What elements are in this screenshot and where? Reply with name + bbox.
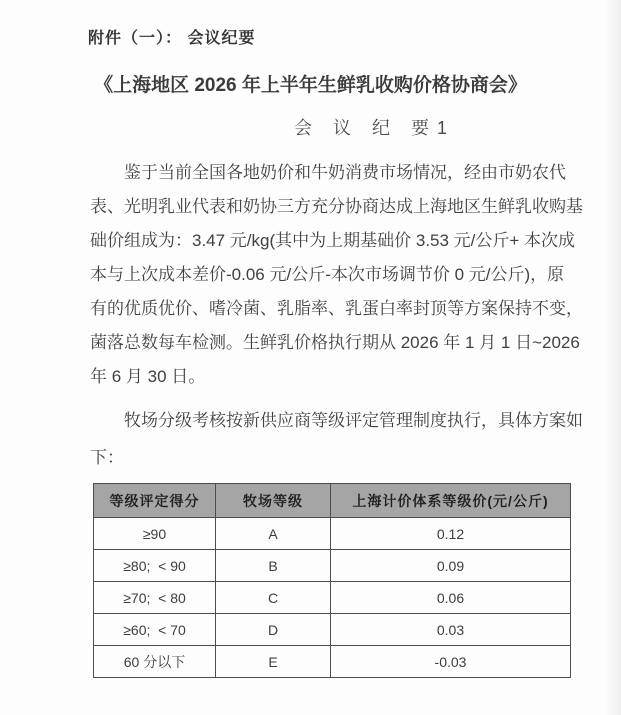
price-cell: 0.09 <box>331 550 571 582</box>
paragraph-price-agreement <box>90 156 606 394</box>
paragraph-ranch-grading <box>90 402 606 476</box>
score-cell: ≥90 <box>94 518 216 550</box>
paragraph-line: 有的优质优价、嗜冷菌、乳脂率、乳蛋白率封顶等方案保持不变， <box>90 299 583 318</box>
table-header-row <box>94 484 571 518</box>
paragraph-line: 下： <box>90 448 124 467</box>
score-cell: 60 分以下 <box>94 646 216 678</box>
score-cell: ≥70; < 80 <box>94 582 216 614</box>
grade-price-table <box>93 483 571 678</box>
page-edge-shadow <box>605 0 621 715</box>
table-row <box>94 550 571 582</box>
grade-cell: A <box>216 518 331 550</box>
table-row <box>94 582 571 614</box>
paragraph-line: 鉴于当前全国各地奶价和牛奶消费市场情况，经由市奶农代 <box>124 163 566 182</box>
table-row <box>94 614 571 646</box>
attachment-heading: 附件（一）： 会议纪要 <box>88 30 256 47</box>
price-cell: 0.06 <box>331 582 571 614</box>
minutes-title: 会 议 纪 要1 <box>294 118 456 138</box>
paragraph-line: 菌落总数每车检测。生鲜乳价格执行期从 2026 年 1 月 1 日~2026 <box>90 333 580 352</box>
price-cell: -0.03 <box>331 646 571 678</box>
price-cell: 0.03 <box>331 614 571 646</box>
paragraph-line: 表、光明乳业代表和奶协三方充分协商达成上海地区生鲜乳收购基 <box>90 197 583 216</box>
paragraph-line: 牧场分级考核按新供应商等级评定管理制度执行，具体方案如 <box>124 411 583 430</box>
paragraph-line: 年 6 月 30 日。 <box>90 367 206 386</box>
paragraph-line: 础价组成为：3.47 元/kg(其中为上期基础价 3.53 元/公斤+ 本次成 <box>90 231 576 250</box>
paragraph-line: 本与上次成本差价-0.06 元/公斤-本次市场调节价 0 元/公斤)，原 <box>90 265 565 284</box>
grade-cell: E <box>216 646 331 678</box>
grade-cell: B <box>216 550 331 582</box>
column-header-price: 上海计价体系等级价(元/公斤) <box>331 484 571 518</box>
column-header-score: 等级评定得分 <box>94 484 216 518</box>
score-cell: ≥60; < 70 <box>94 614 216 646</box>
table-row <box>94 518 571 550</box>
grade-cell: D <box>216 614 331 646</box>
score-cell: ≥80; < 90 <box>94 550 216 582</box>
table-row <box>94 646 571 678</box>
column-header-grade: 牧场等级 <box>216 484 331 518</box>
document-title: 《上海地区 2026 年上半年生鲜乳收购价格协商会》 <box>94 75 527 96</box>
grade-cell: C <box>216 582 331 614</box>
price-cell: 0.12 <box>331 518 571 550</box>
